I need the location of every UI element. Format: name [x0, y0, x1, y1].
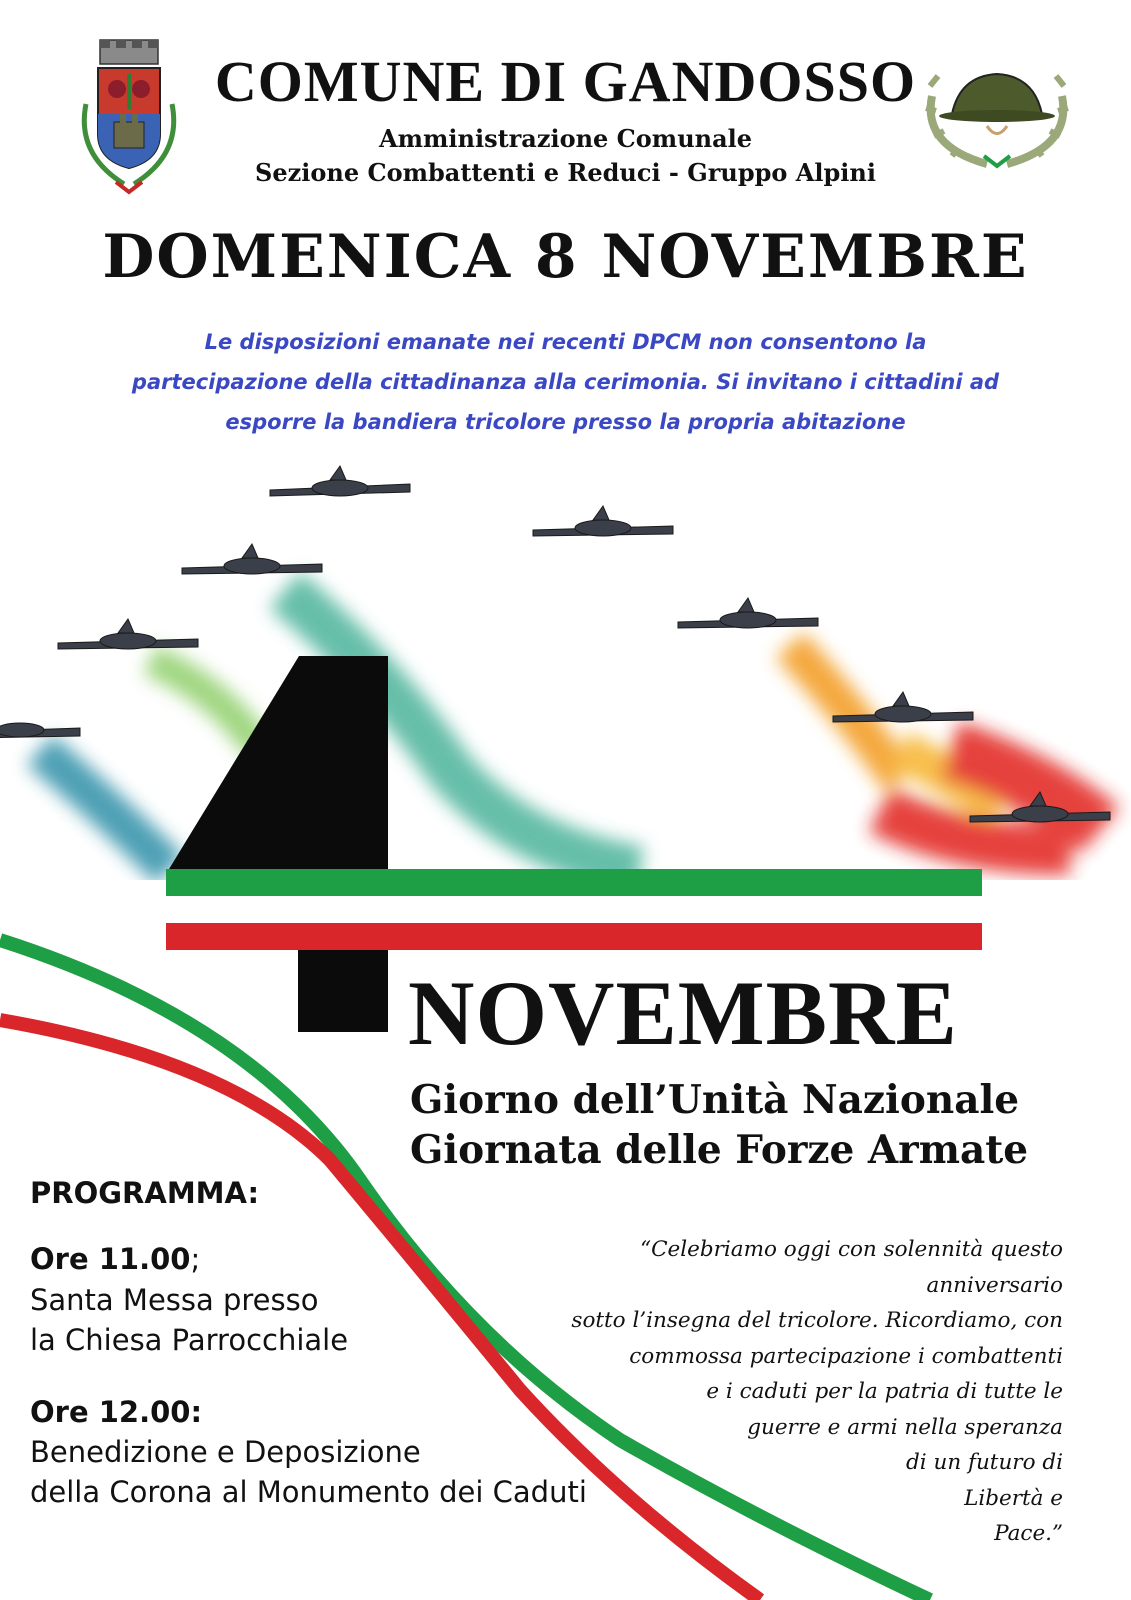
month-word: NOVEMBRE: [408, 962, 958, 1064]
notice-line: partecipazione della cittadinanza alla cerimonia. Si invitano i cittadini ad: [131, 370, 1000, 394]
program-description: Benedizione e Deposizione: [30, 1435, 421, 1469]
association-subtitle: Sezione Combattenti e Reduci - Gruppo Alpini: [255, 158, 876, 187]
event-date-heading: DOMENICA 8 NOVEMBRE: [102, 222, 1029, 292]
commemorative-quote: [503, 1232, 1063, 1552]
time-suffix: ;: [190, 1242, 201, 1276]
quote-line: sotto l’insegna del tricolore. Ricordiamo, con: [571, 1308, 1063, 1333]
administration-subtitle: Amministrazione Comunale: [378, 124, 753, 153]
program-description: Santa Messa presso: [30, 1283, 319, 1317]
time-value: Ore 11.00: [30, 1242, 191, 1276]
program-time: [30, 1242, 200, 1276]
program-title: PROGRAMMA:: [30, 1176, 260, 1210]
covid-notice: [100, 322, 1031, 442]
quote-line: guerre e armi nella speranza: [747, 1414, 1063, 1440]
quote-line: commossa partecipazione i combattenti: [629, 1343, 1063, 1369]
national-unity-tagline: Giorno dell’Unità Nazionale: [410, 1077, 1020, 1123]
armed-forces-tagline: Giornata delle Forze Armate: [410, 1127, 1029, 1173]
quote-line: e i caduti per la patria di tutte le: [706, 1379, 1063, 1404]
red-stripe: [166, 923, 982, 950]
program-time: Ore 12.00:: [30, 1395, 203, 1429]
white-stripe: [166, 896, 982, 923]
notice-line: Le disposizioni emanate nei recenti DPCM non consentono la: [204, 330, 927, 354]
green-stripe: [166, 869, 982, 896]
program-description: della Corona al Monumento dei Caduti: [30, 1475, 587, 1509]
program-description: la Chiesa Parrocchiale: [30, 1323, 349, 1357]
quote-line: di un futuro di: [906, 1450, 1063, 1475]
quote-line: Pace.”: [994, 1521, 1063, 1546]
day-numeral-4: [166, 656, 396, 1032]
quote-line: “Celebriamo oggi con solennità questo anniversario: [640, 1237, 1063, 1298]
municipality-title: COMUNE DI GANDOSSO: [214, 49, 917, 114]
notice-line: esporre la bandiera tricolore presso la propria abitazione: [225, 410, 906, 434]
quote-line: Libertà e: [964, 1485, 1063, 1511]
